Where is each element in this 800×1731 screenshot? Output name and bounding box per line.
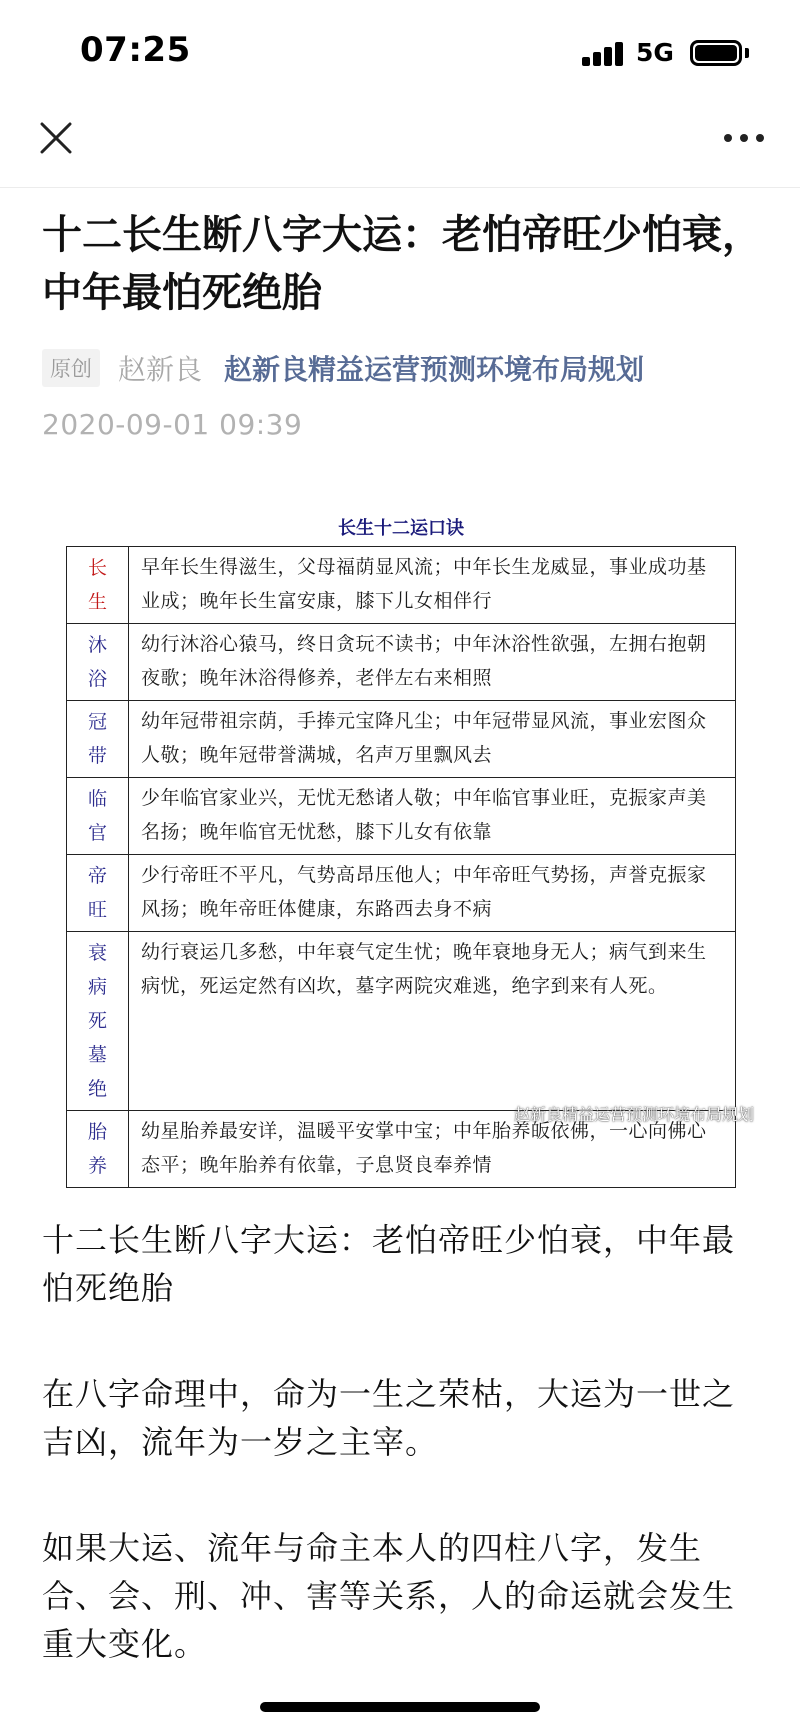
more-button[interactable]: [722, 126, 766, 150]
stage-label-char: 养: [87, 1155, 107, 1177]
stage-label-char: 浴: [87, 668, 107, 690]
stage-label-char: 绝: [87, 1078, 107, 1100]
stage-text-cell: 幼行衰运几多愁，中年衰气定生忧；晚年衰地身无人；病气到来生病忧，死运定然有凶坎，墓字两院灾难逃，绝字到来有人死。: [129, 932, 736, 1111]
image-caption: 长生十二运口诀: [338, 518, 464, 539]
stage-label-cell: [67, 701, 129, 778]
status-time: 07:25: [80, 30, 191, 70]
stage-label-char: 生: [87, 591, 107, 613]
stage-label-cell: [67, 778, 129, 855]
stage-label-cell: [67, 932, 129, 1111]
signal-icon: [582, 42, 624, 66]
article-image[interactable]: [66, 512, 755, 1177]
image-watermark: 赵新良精益运营预测环境布局规划: [514, 1105, 755, 1124]
stage-label-char: 临: [87, 788, 107, 810]
twelve-stages-table: [66, 546, 736, 1188]
stage-label-char: 帝: [87, 865, 107, 887]
stage-label-char: 衰: [87, 942, 107, 964]
table-row: [67, 547, 736, 624]
battery-cap: [745, 48, 749, 58]
close-button[interactable]: [36, 118, 76, 158]
table-row: [67, 701, 736, 778]
body-paragraph: 在八字命理中，命为一生之荣枯，大运为一世之吉凶，流年为一岁之主宰。: [42, 1375, 736, 1461]
publish-date: 2020-09-01 09:39: [42, 408, 303, 441]
table-row: [67, 624, 736, 701]
stage-label-cell: [67, 624, 129, 701]
stage-text-cell: 早年长生得滋生，父母福荫显风流；中年长生龙威显，事业成功基业成；晚年长生富安康，膝下儿女相伴行: [129, 547, 736, 624]
stage-label-char: 旺: [87, 899, 107, 921]
stage-label-cell: [67, 1111, 129, 1188]
status-bar: [0, 0, 800, 100]
stage-label-char: 胎: [87, 1121, 107, 1143]
stage-label-char: 病: [87, 976, 107, 998]
table-row: [67, 778, 736, 855]
stage-label-cell: [67, 855, 129, 932]
network-label: 5G: [636, 38, 674, 67]
battery-icon: [690, 40, 742, 66]
article-title: 十二长生断八字大运：老怕帝旺少怕衰，中年最怕死绝胎: [42, 212, 762, 316]
stage-text-cell: 幼星胎养最安详，温暖平安掌中宝；中年胎养皈依佛，一心向佛心态平；晚年胎养有依靠，子息贤良奉养情: [129, 1111, 736, 1188]
more-icon: [722, 126, 766, 150]
stage-label-cell: [67, 547, 129, 624]
stage-label-char: 沐: [87, 634, 107, 656]
home-indicator[interactable]: [260, 1702, 540, 1712]
body-paragraph: 如果大运、流年与命主本人的四柱八字，发生合、会、刑、冲、害等关系，人的命运就会发生重大变化。: [42, 1529, 736, 1663]
stage-label-char: 墓: [87, 1044, 107, 1066]
stage-text-cell: 幼行沐浴心猿马，终日贪玩不读书；中年沐浴性欲强，左拥右抱朝夜歌；晚年沐浴得修养，老伴左右来相照: [129, 624, 736, 701]
stage-text-cell: 少年临官家业兴，无忧无愁诸人敬；中年临官事业旺，克振家声美名扬；晚年临官无忧愁，膝下儿女有依靠: [129, 778, 736, 855]
stage-text-cell: 幼年冠带祖宗荫，手捧元宝降凡尘；中年冠带显风流，事业宏图众人敬；晚年冠带誉满城，名声万里飘风去: [129, 701, 736, 778]
table-row: [67, 855, 736, 932]
stage-label-char: 带: [87, 745, 107, 767]
stage-text-cell: 少行帝旺不平凡，气势高昂压他人；中年帝旺气势扬，声誉克振家风扬；晚年帝旺体健康，东路西去身不病: [129, 855, 736, 932]
stage-label-char: 长: [87, 557, 107, 579]
close-icon: [36, 118, 76, 158]
stage-label-char: 官: [87, 822, 107, 844]
original-badge: 原创: [42, 349, 100, 387]
stage-label-char: 死: [87, 1010, 107, 1032]
table-row: [67, 932, 736, 1111]
stage-label-char: 冠: [87, 711, 107, 733]
author-name[interactable]: 赵新良: [118, 353, 203, 386]
article-meta: [42, 348, 644, 388]
account-link[interactable]: 赵新良精益运营预测环境布局规划: [224, 353, 645, 386]
nav-bar: [0, 100, 800, 188]
body-paragraph: 十二长生断八字大运：老怕帝旺少怕衰，中年最怕死绝胎: [42, 1221, 736, 1307]
